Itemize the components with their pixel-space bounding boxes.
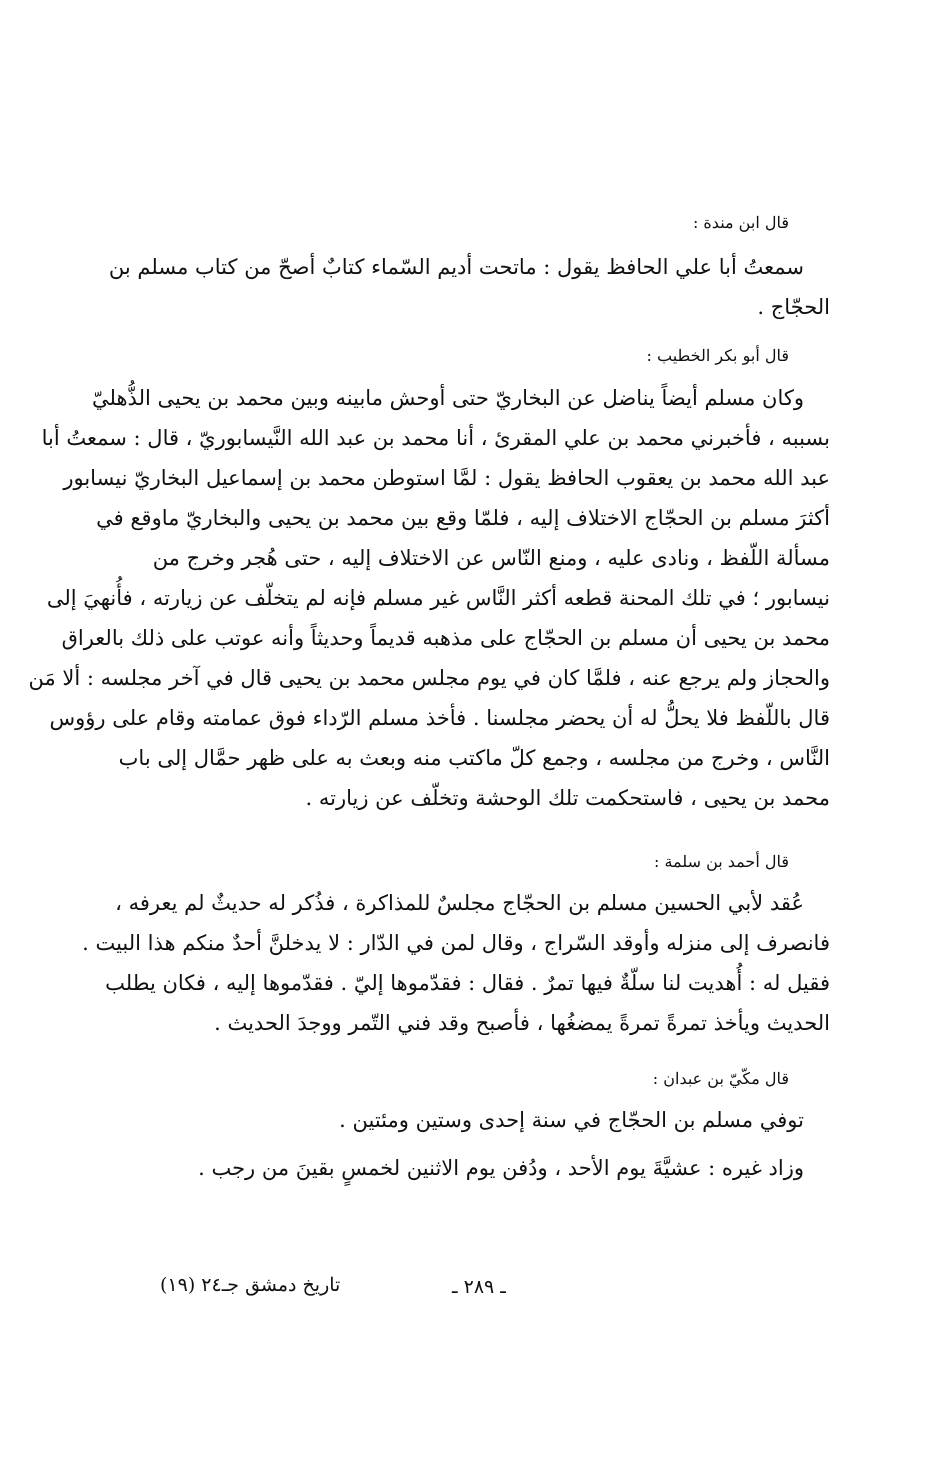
text-line: بسببه ، فأخبرني محمد بن علي المقرئ ، أنا محمد بن عبد الله النَّيسابوريّ ، قال : سمعتُ أبا — [41, 426, 830, 450]
text-line: وكان مسلم أيضاً يناضل عن البخاريّ حتى أوحش مابينه وبين محمد بن يحيى الذُّهليّ — [92, 386, 804, 410]
text-line: عبد الله محمد بن يعقوب الحافظ يقول : لمَّا استوطن محمد بن إسماعيل البخاريّ نيسابور — [63, 466, 830, 490]
text-line: محمد بن يحيى ، فاستحكمت تلك الوحشة وتخلّف عن زيارته . — [305, 786, 830, 810]
text-line: سمعتُ أبا علي الحافظ يقول : ماتحت أديم السّماء كتابٌ أصحّ من كتاب مسلم بن — [108, 255, 804, 279]
page-number: ـ ٢٨٩ ـ — [452, 1276, 506, 1298]
text-line: والحجاز ولم يرجع عنه ، فلمَّا كان في يوم مجلس محمد بن يحيى قال في آخر مجلسه : ألا مَن — [28, 666, 830, 690]
section-heading-ibn-mandah: قال ابن مندة : — [692, 213, 789, 232]
text-line: مسألة اللّفظ ، ونادى عليه ، ومنع النّاس عن الاختلاف إليه ، حتى هُجر وخرج من — [152, 546, 830, 570]
book-source-label: تاريخ دمشق جـ٢٤ (١٩) — [160, 1274, 341, 1296]
text-line: أكثرَ مسلم بن الحجّاج الاختلاف إليه ، فلمّا وقع بين محمد بن يحيى والبخاريّ ماوقع في — [96, 506, 830, 530]
text-line: نيسابور ؛ في تلك المحنة قطعه أكثر النَّاس غير مسلم فإنه لم يتخلّف عن زيارته ، فأُنهيَ إلى — [46, 586, 830, 610]
text-line: الحجّاج . — [757, 295, 830, 319]
section-heading-makki-ibn-abdan: قال مكّيّ بن عبدان : — [652, 1069, 789, 1088]
text-line: الحديث ويأخذ تمرةً تمرةً يمضغُها ، فأصبح وقد فني التّمر ووجدَ الحديث . — [214, 1011, 830, 1035]
text-line: قال باللّفظ فلا يحلُّ له أن يحضر مجلسنا . فأخذ مسلم الرّداء فوق عمامته وقام على رؤوس — [49, 706, 830, 730]
text-line: النَّاس ، وخرج من مجلسه ، وجمع كلّ ماكتب منه وبعث به على ظهر حمَّال إلى باب — [118, 746, 830, 770]
text-line: فانصرف إلى منزله وأوقد السّراج ، وقال لمن في الدّار : لا يدخلنَّ أحدٌ منكم هذا البيت . — [82, 931, 830, 955]
paragraph-ahmad-ibn-salamah — [82, 883, 830, 1043]
text-line: توفي مسلم بن الحجّاج في سنة إحدى وستين ومئتين . — [339, 1108, 804, 1132]
text-line: محمد بن يحيى أن مسلم بن الحجّاج على مذهبه قديماً وحديثاً وأنه عوتب على ذلك بالعراق — [61, 626, 830, 650]
text-line: عُقد لأبي الحسين مسلم بن الحجّاج مجلسٌ للمذاكرة ، فذُكر له حديثٌ لم يعرفه ، — [115, 891, 804, 915]
paragraph-death-date — [140, 1100, 830, 1140]
paragraph-burial-date — [140, 1148, 830, 1188]
section-heading-ahmad-ibn-salamah: قال أحمد بن سلمة : — [653, 852, 789, 871]
paragraph-ibn-mandah — [108, 247, 830, 327]
text-line: وزاد غيره : عشيَّةَ يوم الأحد ، ودُفن يوم الاثنين لخمسٍ بقينَ من رجب . — [198, 1156, 804, 1180]
page-footer — [0, 1268, 949, 1308]
paragraph-al-khatib — [28, 378, 830, 818]
section-heading-al-khatib: قال أبو بكر الخطيب : — [646, 346, 789, 365]
text-line: فقيل له : أُهديت لنا سلّةٌ فيها تمرٌ . فقال : فقدّموها إليّ . فقدّموها إليه ، فكان يطلب — [105, 971, 830, 995]
